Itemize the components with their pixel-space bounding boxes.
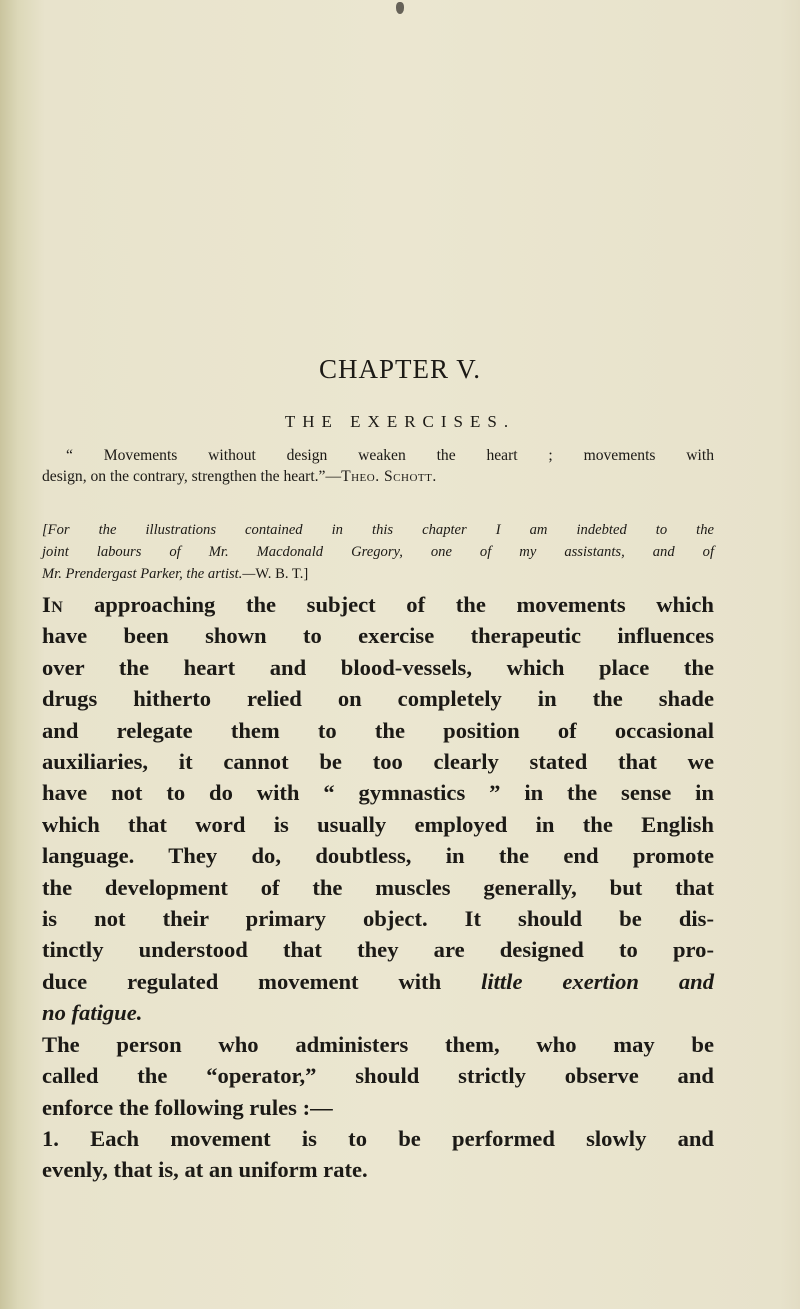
body-line: drugs hitherto relied on completely in the shade [42, 686, 714, 712]
body-line: have not to do with “ gymnastics ” in the sense in [42, 780, 714, 806]
body-line: The person who administers them, who may be [42, 1031, 714, 1057]
paragraph [42, 589, 714, 1029]
body-line: tinctly understood that they are designed to pro- [42, 937, 714, 963]
body-line-text: approaching the subject of the movements which [63, 592, 714, 617]
body-text [42, 589, 714, 1186]
emphasis-text: no fatigue. [42, 1000, 143, 1026]
body-line [42, 997, 714, 1028]
body-line [42, 589, 714, 620]
note-line [42, 563, 714, 585]
body-line-text: duce regulated movement with [42, 968, 482, 994]
ink-mark [396, 2, 404, 14]
body-line: the development of the muscles generally, but that [42, 874, 714, 900]
note-signature: W. B. T.] [255, 566, 309, 582]
paragraph [42, 1029, 714, 1123]
note-line: [For the illustrations contained in this chapter I am indebted to the [42, 522, 714, 538]
body-line [42, 966, 714, 997]
body-line: enforce the following rules :— [42, 1094, 333, 1120]
epigraph [42, 445, 714, 487]
body-line: over the heart and blood-vessels, which place the [42, 654, 714, 680]
body-line: 1. Each movement is to be performed slowly and [42, 1125, 714, 1151]
section-heading: THE EXERCISES. [284, 412, 516, 431]
epigraph-line [42, 466, 714, 487]
emphasis-text: little exertion and [481, 968, 714, 994]
epigraph-author: Theo. Schott. [341, 468, 437, 485]
epigraph-text: design, on the contrary, strengthen the heart.”— [42, 468, 342, 485]
body-line: evenly, that is, at an uniform rate. [42, 1157, 368, 1183]
body-line: which that word is usually employed in the English [42, 811, 714, 837]
drop-cap-word: In [42, 592, 64, 617]
body-line: is not their primary object. It should be dis- [42, 906, 714, 932]
body-line: called the “operator,” should strictly observe and [42, 1063, 714, 1089]
body-line: auxiliaries, it cannot be too clearly stated that we [42, 749, 714, 775]
body-line: and relegate them to the position of occasional [42, 717, 714, 743]
paragraph [42, 1123, 714, 1186]
body-line: have been shown to exercise therapeutic influences [42, 623, 714, 649]
body-line: language. They do, doubtless, in the end promote [42, 843, 714, 869]
editorial-note [42, 519, 714, 585]
chapter-heading: CHAPTER V. [318, 354, 482, 384]
note-text: Mr. Prendergast Parker, the artist.— [42, 566, 256, 582]
epigraph-line: “ Movements without design weaken the heart ; movements with [66, 447, 714, 464]
note-line: joint labours of Mr. Macdonald Gregory, one of my assistants, and of [42, 544, 714, 560]
